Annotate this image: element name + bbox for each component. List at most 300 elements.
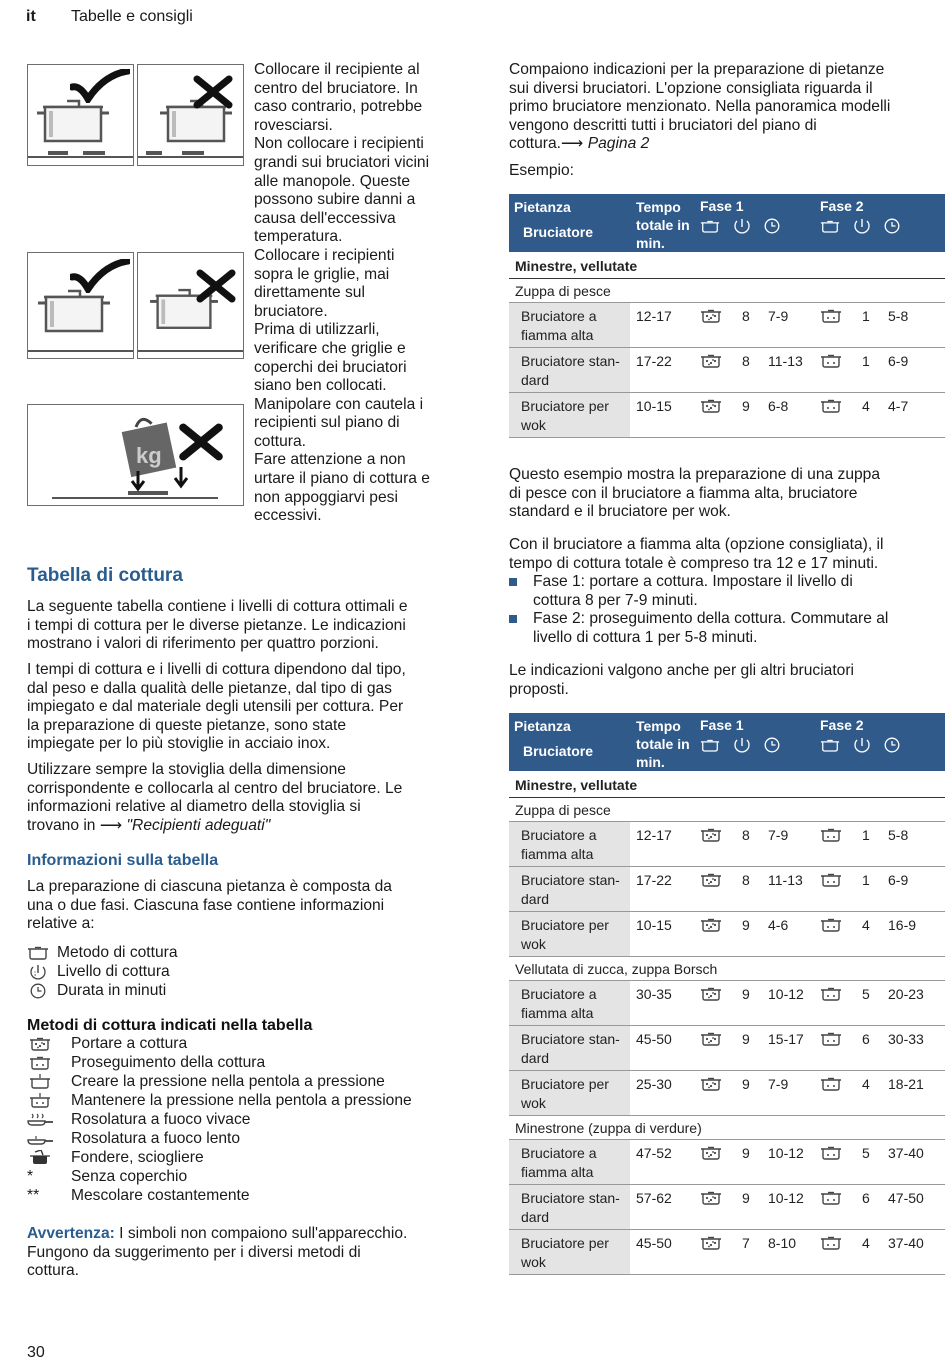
table-row xyxy=(509,1026,945,1071)
level-icon xyxy=(734,218,750,234)
header-bruciatore: Bruciatore xyxy=(523,224,594,240)
pot-near-knobs-illustration xyxy=(137,64,244,166)
cookware-paragraph xyxy=(27,761,467,835)
burner-line: Bruciatore per xyxy=(521,917,609,933)
text-line: impiegate per lo più stoviglie in acciaio inox. xyxy=(27,735,331,753)
instruction-line: eccessivi. xyxy=(254,507,322,525)
boil-icon xyxy=(700,1031,722,1047)
burner-cell xyxy=(509,393,630,438)
phase1-time: 7-9 xyxy=(762,1071,814,1116)
method-item xyxy=(27,1072,467,1091)
bullet-square-icon xyxy=(509,578,517,586)
burner-cell xyxy=(509,867,630,912)
phase2-method xyxy=(814,393,856,438)
pot-icon xyxy=(27,945,49,961)
dish-label: Vellutata di zucca, zuppa Borsch xyxy=(509,957,945,981)
legend-label: Metodo di cottura xyxy=(57,943,178,961)
text-line: informazioni relative al diametro della stoviglia si xyxy=(27,798,361,816)
burner-line: Bruciatore a xyxy=(521,308,597,324)
phase2-level: 6 xyxy=(856,1026,882,1071)
method-label: Portare a cottura xyxy=(71,1034,188,1052)
example-detail xyxy=(509,536,949,573)
simmer-icon xyxy=(820,917,842,933)
phase2-time: 37-40 xyxy=(882,1230,945,1275)
total-time: 17-22 xyxy=(630,348,694,393)
placement-instructions xyxy=(254,61,469,526)
simmer-icon xyxy=(820,1235,842,1251)
phase2-method xyxy=(814,1185,856,1230)
phase2-time: 6-9 xyxy=(882,348,945,393)
burner-cell xyxy=(509,1230,630,1275)
method-label: Proseguimento della cottura xyxy=(71,1053,266,1071)
instruction-line: Collocare i recipienti xyxy=(254,246,395,264)
instruction-line: verificare che griglie e xyxy=(254,339,406,357)
legend-label: Durata in minuti xyxy=(57,981,167,999)
factors-paragraph xyxy=(27,661,467,754)
text-line: i tempi di cottura per le diverse pietanze. Le indicazioni xyxy=(27,616,406,634)
text-line: standard e il bruciatore per wok. xyxy=(509,503,731,521)
phase2-time: 6-9 xyxy=(882,867,945,912)
clock-icon xyxy=(764,737,780,753)
phase2-level: 4 xyxy=(856,1071,882,1116)
header-tempo: totale in xyxy=(636,736,690,752)
phase2-level: 1 xyxy=(856,822,882,867)
method-symbol: * xyxy=(27,1167,34,1185)
text-line: Con il bruciatore a fiamma alta (opzione consigliata), il xyxy=(509,536,884,553)
intro-paragraph xyxy=(27,598,467,654)
instruction-line: caso contrario, potrebbe xyxy=(254,98,423,116)
fry-icon xyxy=(27,1131,53,1147)
phase2-time: 30-33 xyxy=(882,1026,945,1071)
page-header xyxy=(26,8,193,26)
burner-line: Bruciatore stan- xyxy=(521,353,620,369)
section-heading: Tabella di cottura xyxy=(27,565,183,586)
simmer-icon xyxy=(820,308,842,324)
pot-icon xyxy=(820,738,840,753)
level-icon xyxy=(854,218,870,234)
category-row xyxy=(509,252,945,279)
table-header xyxy=(509,713,945,771)
text-line: primo bruciatore menzionato. Nella panoramica modelli xyxy=(509,98,891,116)
header-tempo: min. xyxy=(636,754,665,770)
instruction-line: urtare il piano di cottura e xyxy=(254,470,430,488)
phase1-method xyxy=(694,1230,736,1275)
header-bruciatore: Bruciatore xyxy=(523,743,594,759)
phase1-level: 9 xyxy=(736,912,762,957)
phase1-level: 8 xyxy=(736,303,762,348)
simmer-icon xyxy=(820,1076,842,1092)
phase1-method xyxy=(694,912,736,957)
simmer-icon xyxy=(820,986,842,1002)
simmer-icon xyxy=(820,872,842,888)
phase2-method xyxy=(814,1230,856,1275)
melt-icon xyxy=(27,1150,53,1166)
pot-on-burner-illustration xyxy=(137,252,244,359)
method-label: Mescolare costantemente xyxy=(71,1186,250,1204)
phase1-level: 8 xyxy=(736,822,762,867)
phase2-method xyxy=(814,1071,856,1116)
header-fase2: Fase 2 xyxy=(820,198,864,214)
phase1-level: 9 xyxy=(736,981,762,1026)
burner-cell xyxy=(509,1185,630,1230)
instruction-line: rovesciarsi. xyxy=(254,116,333,134)
header-fase1: Fase 1 xyxy=(700,717,744,733)
table-row xyxy=(509,1140,945,1185)
total-time: 47-52 xyxy=(630,1140,694,1185)
method-item xyxy=(27,1091,467,1110)
text-line: tempo di cottura totale è compreso tra 12 e 17 minuti. xyxy=(509,554,879,572)
simmer-icon xyxy=(820,1031,842,1047)
instruction-line: possono subire danni a xyxy=(254,191,416,209)
table-row xyxy=(509,822,945,867)
burner-line: fiamma alta xyxy=(521,327,594,343)
instruction-line: Collocare il recipiente al xyxy=(254,61,420,78)
burner-line: Bruciatore stan- xyxy=(521,872,620,888)
page-number: 30 xyxy=(27,1344,45,1361)
instruction-line: Non collocare i recipienti xyxy=(254,135,424,153)
link-prefix: trovano in xyxy=(27,816,100,834)
table-row xyxy=(509,393,945,438)
table-row xyxy=(509,348,945,393)
method-item xyxy=(27,1053,467,1072)
simmer-icon xyxy=(820,827,842,843)
phase1-level: 7 xyxy=(736,1230,762,1275)
bullet-item xyxy=(509,610,949,647)
burner-cell xyxy=(509,822,630,867)
pressure-keep-icon xyxy=(27,1093,53,1109)
level-icon xyxy=(734,737,750,753)
phase1-level: 8 xyxy=(736,348,762,393)
boil-icon xyxy=(700,1235,722,1251)
text-line: La preparazione di ciascuna pietanza è composta da xyxy=(27,878,392,895)
methods-heading: Metodi di cottura indicati nella tabella xyxy=(27,1017,313,1034)
burner-cell xyxy=(509,912,630,957)
simmer-icon xyxy=(820,1190,842,1206)
simmer-icon xyxy=(820,353,842,369)
boil-icon xyxy=(700,398,722,414)
pot-on-grid-illustration xyxy=(27,252,134,359)
header-tempo: Tempo xyxy=(636,199,681,215)
total-time: 12-17 xyxy=(630,303,694,348)
phase2-level: 1 xyxy=(856,348,882,393)
method-item xyxy=(27,1148,467,1167)
phase2-level: 5 xyxy=(856,981,882,1026)
legend-item xyxy=(27,981,467,1000)
phase1-time: 15-17 xyxy=(762,1026,814,1071)
phase1-method xyxy=(694,867,736,912)
total-time: 12-17 xyxy=(630,822,694,867)
boil-icon xyxy=(27,1036,53,1052)
text-line: sui diversi bruciatori. L'opzione consigliata riguarda il xyxy=(509,79,873,97)
text-line: La seguente tabella contiene i livelli di cottura ottimali e xyxy=(27,598,408,615)
text-line: vengono descritti tutti i bruciatori del piano di xyxy=(509,116,817,134)
table-row xyxy=(509,1230,945,1275)
phase1-method xyxy=(694,1185,736,1230)
pot-icon xyxy=(700,219,720,234)
phase2-level: 1 xyxy=(856,867,882,912)
bullet-item xyxy=(509,573,949,610)
level-icon xyxy=(27,964,49,980)
instruction-line: grandi sui bruciatori vicini xyxy=(254,153,430,171)
burner-line: wok xyxy=(521,1095,546,1111)
example-explanation xyxy=(509,466,949,522)
burner-line: Bruciatore a xyxy=(521,986,597,1002)
header-pietanza: Pietanza xyxy=(514,199,571,215)
heavy-weight-illustration xyxy=(27,404,244,506)
phase2-time: 5-8 xyxy=(882,303,945,348)
dish-label: Minestrone (zuppa di verdure) xyxy=(509,1116,945,1140)
phase1-time: 11-13 xyxy=(762,348,814,393)
section-title: Tabelle e consigli xyxy=(71,8,193,25)
bullet-square-icon xyxy=(509,615,517,623)
header-fase1: Fase 1 xyxy=(700,198,744,214)
phase2-time: 18-21 xyxy=(882,1071,945,1116)
burner-line: dard xyxy=(521,891,550,907)
note-label: Avvertenza: xyxy=(27,1225,115,1242)
phase2-method xyxy=(814,1026,856,1071)
simmer-icon xyxy=(820,1145,842,1161)
boil-icon xyxy=(700,353,722,369)
simmer-icon xyxy=(820,398,842,414)
instruction-line: non appoggiarvi pesi xyxy=(254,488,398,506)
method-label: Fondere, sciogliere xyxy=(71,1148,204,1166)
header-tempo: Tempo xyxy=(636,718,681,734)
phase1-method xyxy=(694,348,736,393)
phase2-method xyxy=(814,867,856,912)
pot-icon xyxy=(820,219,840,234)
instruction-line: sopra le griglie, mai xyxy=(254,265,390,283)
boil-icon xyxy=(700,1190,722,1206)
method-symbol: ** xyxy=(27,1186,40,1204)
phase1-time: 6-8 xyxy=(762,393,814,438)
burner-cell xyxy=(509,981,630,1026)
instruction-line: alle manopole. Queste xyxy=(254,172,411,190)
note xyxy=(27,1225,467,1281)
level-icon xyxy=(854,737,870,753)
instruction-line: causa dell'eccessiva xyxy=(254,209,396,227)
table-row xyxy=(509,303,945,348)
phase2-method xyxy=(814,981,856,1026)
text-line: impiegato e dal materiale degli utensili per cottura. Per xyxy=(27,698,404,716)
boil-icon xyxy=(700,308,722,324)
total-time: 10-15 xyxy=(630,393,694,438)
header-fase2: Fase 2 xyxy=(820,717,864,733)
method-item xyxy=(27,1167,467,1186)
table-row xyxy=(509,981,945,1026)
phase1-method xyxy=(694,1026,736,1071)
note-first-line: I simboli non compaiono sull'apparecchio. xyxy=(114,1225,408,1242)
boil-icon xyxy=(700,917,722,933)
text-line: proposti. xyxy=(509,680,569,698)
dish-row xyxy=(509,1116,945,1140)
text-line: relative a: xyxy=(27,915,95,933)
method-item xyxy=(27,1129,467,1148)
instruction-line: siano ben collocati. xyxy=(254,377,387,395)
category-label: Minestre, vellutate xyxy=(509,252,945,279)
dish-label: Zuppa di pesce xyxy=(509,279,945,303)
dish-row xyxy=(509,957,945,981)
instruction-line: Fare attenzione a non xyxy=(254,451,406,469)
bullet-line: Fase 2: proseguimento della cottura. Commutare al xyxy=(533,610,889,628)
instruction-line: centro del bruciatore. In xyxy=(254,79,418,97)
burner-line: dard xyxy=(521,1050,550,1066)
instruction-line: Manipolare con cautela i xyxy=(254,395,424,413)
phase2-time: 47-50 xyxy=(882,1185,945,1230)
pressure-build-icon xyxy=(27,1074,53,1090)
pot-icon xyxy=(700,738,720,753)
table-row xyxy=(509,1071,945,1116)
methods-list xyxy=(27,1034,467,1205)
text-line: corrispondente e collocarla al centro del bruciatore. Le xyxy=(27,779,403,797)
text-line: Fungono da suggerimento per i diversi metodi di xyxy=(27,1243,361,1261)
text-line: di pesce con il bruciatore a fiamma alta, bruciatore xyxy=(509,484,858,502)
phase1-time: 4-6 xyxy=(762,912,814,957)
phase1-level: 8 xyxy=(736,867,762,912)
method-item xyxy=(27,1110,467,1129)
info-paragraph xyxy=(27,878,467,934)
method-label: Creare la pressione nella pentola a pressione xyxy=(71,1072,385,1090)
page-link[interactable]: Pagina 2 xyxy=(583,135,650,153)
burner-line: Bruciatore per xyxy=(521,1235,609,1251)
example-label: Esempio: xyxy=(509,162,575,179)
cooking-table xyxy=(509,713,945,1275)
language-code: it xyxy=(26,8,36,25)
phase1-level: 9 xyxy=(736,1140,762,1185)
other-burners-paragraph xyxy=(509,662,949,699)
table-row xyxy=(509,867,945,912)
burner-line: Bruciatore per xyxy=(521,1076,609,1092)
phase1-time: 10-12 xyxy=(762,1140,814,1185)
clock-icon xyxy=(27,983,49,999)
category-row xyxy=(509,771,945,798)
text-line: Questo esempio mostra la preparazione di una zuppa xyxy=(509,466,881,483)
boil-icon xyxy=(700,872,722,888)
phase2-level: 4 xyxy=(856,393,882,438)
phase1-time: 7-9 xyxy=(762,822,814,867)
burner-line: wok xyxy=(521,936,546,952)
phase1-level: 9 xyxy=(736,1071,762,1116)
phase2-method xyxy=(814,912,856,957)
phase2-time: 4-7 xyxy=(882,393,945,438)
bullet-line: Fase 1: portare a cottura. Impostare il livello di xyxy=(533,573,853,590)
burner-cell xyxy=(509,303,630,348)
simmer-icon xyxy=(27,1055,53,1071)
burner-line: Bruciatore per xyxy=(521,398,609,414)
phase2-level: 4 xyxy=(856,1230,882,1275)
text-line: Compaiono indicazioni per la preparazione di pietanze xyxy=(509,61,885,78)
phase1-level: 9 xyxy=(736,1026,762,1071)
phase2-time: 37-40 xyxy=(882,1140,945,1185)
phase2-method xyxy=(814,303,856,348)
burner-line: fiamma alta xyxy=(521,1005,594,1021)
boil-icon xyxy=(700,986,722,1002)
instruction-line: coperchi dei bruciatori xyxy=(254,358,407,376)
total-time: 25-30 xyxy=(630,1071,694,1116)
phase2-time: 20-23 xyxy=(882,981,945,1026)
total-time: 45-50 xyxy=(630,1026,694,1071)
total-time: 17-22 xyxy=(630,867,694,912)
symbol-legend xyxy=(27,943,467,1000)
burner-line: dard xyxy=(521,1209,550,1225)
dish-row xyxy=(509,798,945,822)
total-time: 57-62 xyxy=(630,1185,694,1230)
table-header xyxy=(509,194,945,252)
instruction-line: direttamente sul xyxy=(254,284,365,302)
bullet-line: livello di cottura 1 per 5-8 minuti. xyxy=(533,628,758,646)
text-line: I tempi di cottura e i livelli di cottura dipendono dal tipo, xyxy=(27,661,406,678)
phase2-method xyxy=(814,348,856,393)
total-time: 30-35 xyxy=(630,981,694,1026)
info-heading: Informazioni sulla tabella xyxy=(27,852,219,869)
header-tempo: min. xyxy=(636,235,665,251)
clock-icon xyxy=(884,737,900,753)
burner-line: wok xyxy=(521,1254,546,1270)
phase1-level: 9 xyxy=(736,393,762,438)
legend-item xyxy=(27,943,467,962)
burner-line: Bruciatore stan- xyxy=(521,1190,620,1206)
arrow-icon: ⟶ xyxy=(561,135,584,153)
text-line: dal peso e dalla qualità delle pietanze, dal tipo di gas xyxy=(27,679,392,697)
text-line: la preparazione di queste pietanze, sono state xyxy=(27,716,347,734)
instruction-line: temperatura. xyxy=(254,228,343,246)
burner-cell xyxy=(509,1026,630,1071)
boil-icon xyxy=(700,827,722,843)
total-time: 45-50 xyxy=(630,1230,694,1275)
method-label: Mantenere la pressione nella pentola a pressione xyxy=(71,1091,412,1109)
phase1-time: 8-10 xyxy=(762,1230,814,1275)
phase1-time: 10-12 xyxy=(762,1185,814,1230)
text-line: una o due fasi. Ciascuna fase contiene informazioni xyxy=(27,896,385,914)
phase2-level: 1 xyxy=(856,303,882,348)
phase-bullets xyxy=(509,573,949,647)
kg-label: kg xyxy=(136,443,162,468)
boil-icon xyxy=(700,1076,722,1092)
phase1-method xyxy=(694,393,736,438)
phase1-method xyxy=(694,1140,736,1185)
burner-cell xyxy=(509,1071,630,1116)
phase1-method xyxy=(694,303,736,348)
legend-item xyxy=(27,962,467,981)
burner-cell xyxy=(509,1140,630,1185)
pot-centered-illustration xyxy=(27,64,134,166)
phase1-method xyxy=(694,981,736,1026)
total-time: 10-15 xyxy=(630,912,694,957)
phase1-level: 9 xyxy=(736,1185,762,1230)
burner-line: Bruciatore a xyxy=(521,1145,597,1161)
phase2-time: 5-8 xyxy=(882,822,945,867)
method-label: Rosolatura a fuoco vivace xyxy=(71,1110,251,1128)
dish-row xyxy=(509,279,945,303)
burner-line: fiamma alta xyxy=(521,846,594,862)
phase1-time: 11-13 xyxy=(762,867,814,912)
phase2-method xyxy=(814,1140,856,1185)
burner-line: Bruciatore stan- xyxy=(521,1031,620,1047)
phase2-level: 5 xyxy=(856,1140,882,1185)
cookware-link[interactable]: "Recipienti adeguati" xyxy=(122,816,271,834)
table-row xyxy=(509,912,945,957)
phase1-method xyxy=(694,1071,736,1116)
sear-icon xyxy=(27,1112,53,1128)
method-label: Senza coperchio xyxy=(71,1167,188,1185)
burner-cell xyxy=(509,348,630,393)
method-label: Rosolatura a fuoco lento xyxy=(71,1129,241,1147)
header-pietanza: Pietanza xyxy=(514,718,571,734)
arrow-icon: ⟶ xyxy=(99,816,123,834)
phase2-method xyxy=(814,822,856,867)
clock-icon xyxy=(764,218,780,234)
method-item xyxy=(27,1034,467,1053)
text-line: Le indicazioni valgono anche per gli altri bruciatori xyxy=(509,662,854,679)
